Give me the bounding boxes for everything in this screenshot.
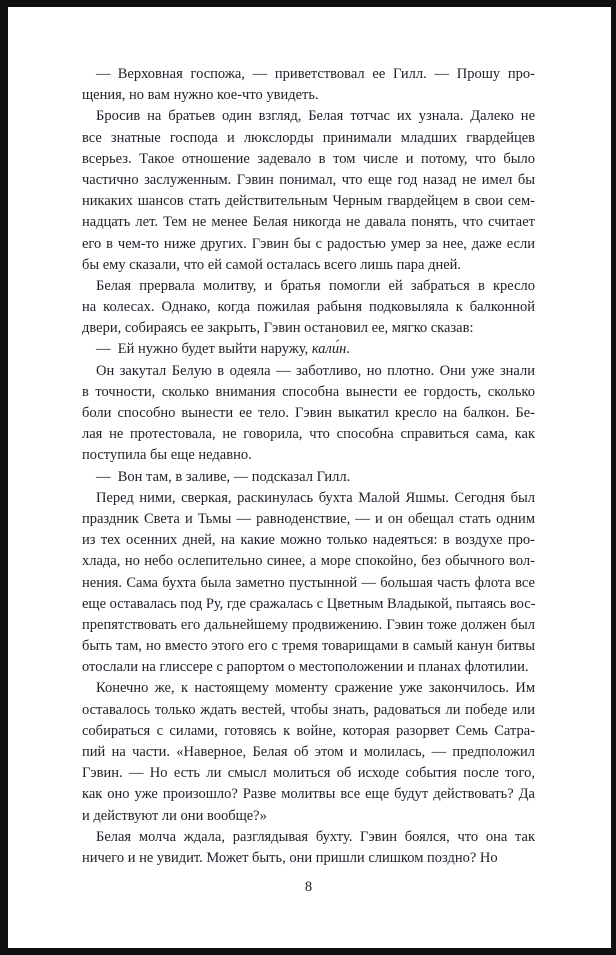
text-line: — Верховная госпожа, — приветствовал ее Гилл. — Прошу про- — [96, 66, 535, 82]
text-line: Конечно же, к настоящему моменту сражение уже закончилось. Им — [96, 680, 535, 697]
paragraph — [82, 106, 535, 276]
text-line: щения, но вам нужно кое-что увидеть. — [82, 87, 319, 104]
text-line: его в чем-то ниже других. Гэвин бы с радостью умер за нее, даже если — [82, 235, 535, 252]
text-line: надцать лет. Тем не менее Белая никогда не давала понять, что считает — [82, 214, 535, 231]
text-line: Гэвин. — Но есть ли смысл молиться об исходе события после того, — [82, 765, 535, 782]
paragraph — [82, 827, 535, 869]
text-line: собираться с силами, готовясь к войне, которая разорвет Семь Сатра- — [82, 722, 535, 739]
page-number: 8 — [304, 879, 313, 896]
text-line: Белая молча ждала, разглядывая бухту. Гэвин боялся, что она так — [96, 828, 535, 845]
paragraph — [82, 678, 535, 826]
text-line: и действуют ли они вообще?» — [82, 807, 267, 824]
text-line: Бросив на братьев один взгляд, Белая тотчас их узнала. Далеко не — [96, 108, 535, 125]
text-line: в точности, сколько внимания способна вынести ее гордость, сколько — [82, 383, 535, 400]
paragraph — [82, 339, 535, 360]
text-line: на колесах. Однако, когда пожилая рабыня подковыляла к балконной — [82, 299, 535, 316]
text-line: нения. Сама бухта была заметно пустынной — большая часть флота все — [82, 574, 535, 591]
text-line: все знатные господа и люкслорды принимали младших гвардейцев — [82, 129, 535, 146]
text-line: как оно уже произошло? Разве молитвы все еще будут действовать? Да — [82, 786, 535, 803]
text-line: Он закутал Белую в одеяла — заботливо, но плотно. Они уже знали — [96, 362, 535, 379]
paragraph — [82, 276, 535, 340]
text-line: боли способно вынести ее тело. Гэвин выкатил кресло на балкон. Бе- — [82, 405, 535, 421]
text-line: поступила бы еще недавно. — [82, 447, 252, 464]
paragraph — [82, 488, 535, 679]
text-line: быть там, но вместо этого его с тремя товарищами в самый канун битвы — [82, 638, 535, 655]
paragraph — [82, 467, 535, 488]
text-line: препятствовать его дальнейшему продвижению. Гэвин тоже должен был — [82, 616, 535, 633]
text-line: из тех осенних дней, на какие можно только надеяться: в воздухе про- — [82, 532, 535, 549]
text-line: отослали на глиссере с рапортом о местоположении и планах флотилии. — [82, 659, 529, 676]
text-line: пий на части. «Наверное, Белая об этом и молилась, — предположил — [82, 744, 535, 760]
text-line: еще оставалась под Ру, где сражалась с Цветным Владыкой, пытаясь вос- — [82, 595, 535, 612]
text-line: — Вон там, в заливе, — подсказал Гилл. — [96, 468, 351, 485]
text-line: лая не протестовала, не говорила, что способна справиться сама, как — [82, 426, 535, 443]
paragraph — [82, 361, 535, 467]
text-line: частично заслуженным. Гэвин понимал, что еще год назад не имел бы — [82, 171, 535, 188]
book-page — [8, 7, 611, 948]
text-line: — Ей нужно будет выйти наружу, кали́н. — [96, 341, 350, 358]
text-line: праздник Света и Тьмы — равноденствие, — и он обещал стать одним — [82, 510, 535, 527]
text-line: Перед ними, сверкая, раскинулась бухта Малой Яшмы. Сегодня был — [96, 489, 535, 506]
text-line: хлада, но небо ослепительно синее, а море спокойно, без обычного вол- — [82, 553, 535, 570]
text-line: всерьез. Такое отношение задевало в том числе и потому, что было — [82, 150, 535, 167]
text-line: Белая прервала молитву, и братья помогли ей забраться в кресло — [96, 277, 535, 294]
text-line: двери, собираясь ее закрыть, Гэвин остановил ее, мягко сказав: — [82, 320, 474, 337]
text-block — [82, 64, 535, 869]
text-line: бы ему сказали, что ей самой осталась всего лишь пара дней. — [82, 256, 462, 273]
text-line: никаких шансов стать действительным Черным гвардейцем в свои сем- — [82, 193, 535, 210]
text-line: ничего и не увидит. Может быть, они пришли слишком поздно? Но — [82, 849, 498, 866]
paragraph — [82, 64, 535, 106]
text-line: оставалось только ждать вестей, чтобы знать, радоваться ли победе или — [82, 701, 535, 718]
